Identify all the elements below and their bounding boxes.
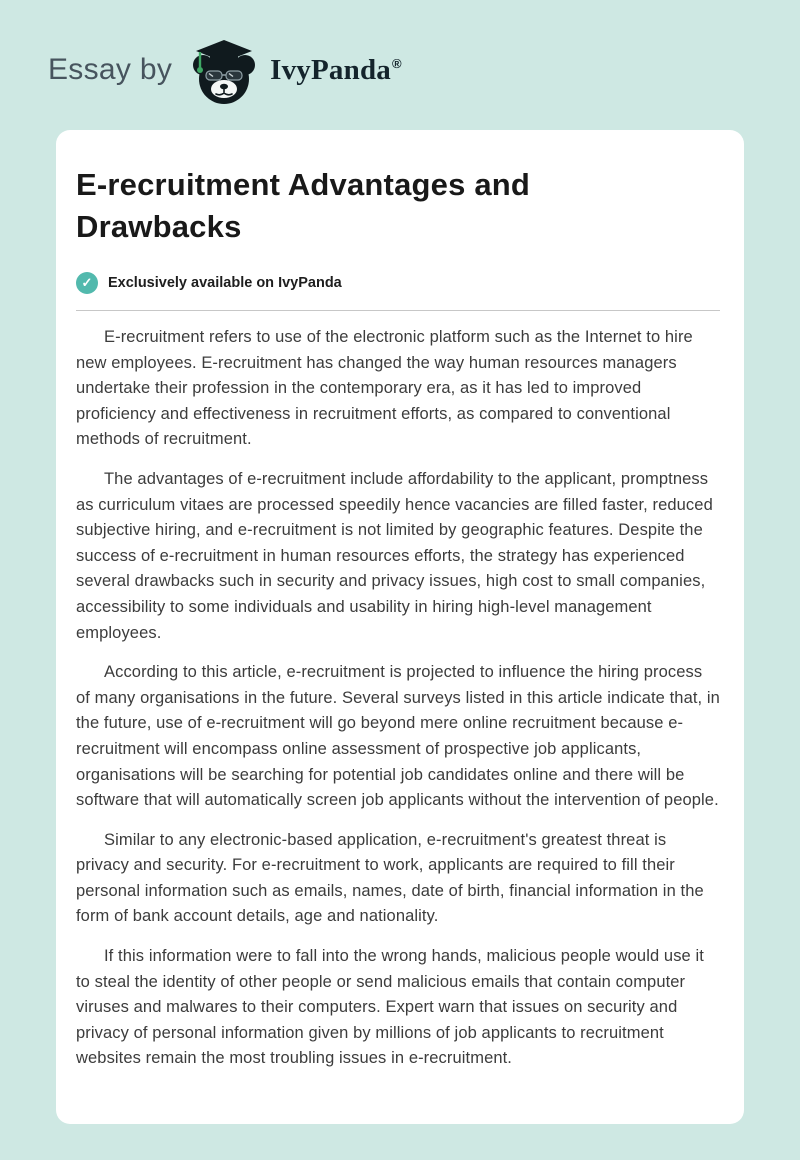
- divider: [76, 310, 720, 311]
- brand-text: IvyPanda: [270, 53, 391, 86]
- page-title: E-recruitment Advantages and Drawbacks: [76, 167, 531, 244]
- registered-mark: ®: [391, 55, 402, 71]
- availability-badge: [76, 272, 720, 294]
- essay-body: [76, 325, 720, 1072]
- essay-by-label: Essay by: [48, 53, 173, 86]
- paragraph-2: The advantages of e-recruitment include affordability to the applicant, promptness as curriculum vitaes are processed speedily hence vacancies are filled faster, reduced subjective hiring, and e-recruitment is not limited by geographic features. Despite the success of e-recruitment in human resources efforts, the strategy has experienced several drawbacks such in security and privacy issues, high cost to small companies, accessibility to some individuals and usability in hiring high-level management employees.: [76, 469, 713, 642]
- ivypanda-logo: [188, 34, 402, 106]
- panda-icon: [188, 34, 260, 106]
- paragraph-1: E-recruitment refers to use of the electronic platform such as the Internet to hire new employees. E-recruitment has changed the way human resources managers undertake their profession in the contemporary era, as it has led to improved proficiency and effectiveness in recruitment efforts, as compared to conventional methods of recruitment.: [76, 328, 693, 449]
- essay-card: [56, 130, 744, 1124]
- badge-label: Exclusively available on IvyPanda: [108, 275, 342, 291]
- page-header: [0, 0, 800, 130]
- paragraph-3: According to this article, e-recruitment is projected to influence the hiring process of many organisations in the future. Several surveys listed in this article indicate that, in the future, use of e-recruitment will go beyond mere online recruitment because e-recruitment will encompass online assessment of prospective job applicants, organisations will be searching for potential job candidates online and there will be software that will automatically screen job applicants without the intervention of people.: [76, 663, 720, 810]
- paragraph-5: If this information were to fall into the wrong hands, malicious people would use it to steal the identity of other people or send malicious emails that contain computer viruses and malwares to their computers. Expert warn that issues on security and privacy of personal information given by millions of job applicants to recruitment websites remain the most troubling issues in e-recruitment.: [76, 947, 704, 1068]
- brand-name: [270, 54, 402, 87]
- check-icon: ✓: [76, 272, 98, 294]
- paragraph-4: Similar to any electronic-based application, e-recruitment's greatest threat is privacy and security. For e-recruitment to work, applicants are required to fill their personal information such as emails, names, date of birth, financial information in the form of bank account details, age and nationality.: [76, 830, 704, 926]
